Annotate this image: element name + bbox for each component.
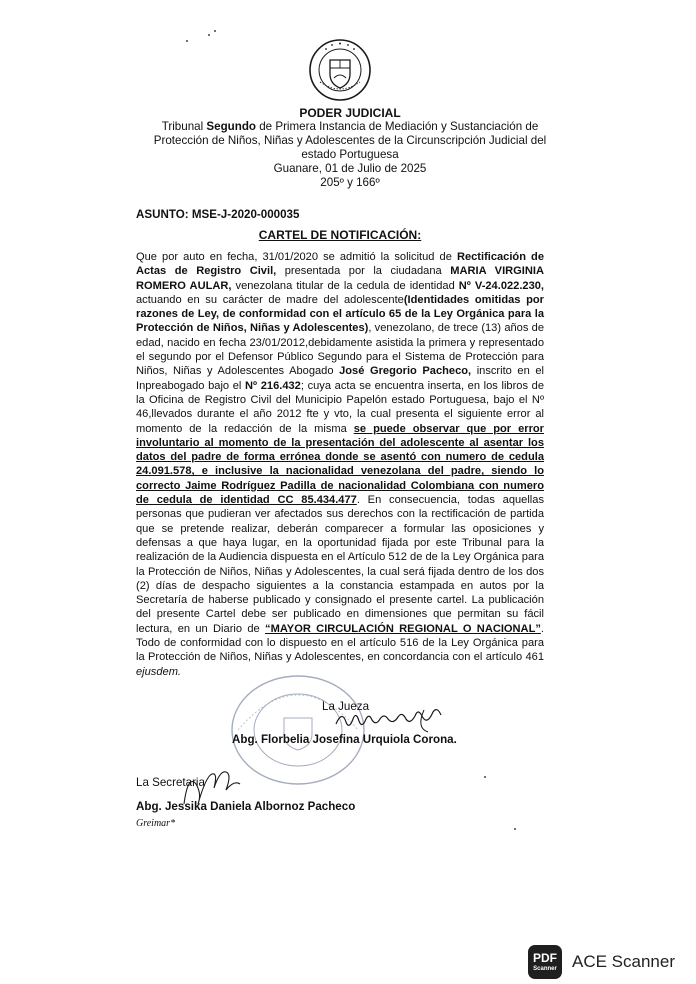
judge-label: La Jueza bbox=[322, 700, 370, 713]
header-court-line1: Tribunal Segundo de Primera Instancia de Mediación y Sustanciación de bbox=[161, 120, 539, 133]
secretary-label: La Secretaria bbox=[136, 776, 205, 789]
scan-speck bbox=[484, 776, 486, 778]
header-title: PODER JUDICIAL bbox=[299, 106, 401, 120]
scanner-watermark bbox=[528, 944, 675, 980]
tribunal-seal-icon bbox=[308, 38, 372, 102]
header-court-line2: Protección de Niños, Niñas y Adolescentes de la Circunscripción Judicial del bbox=[153, 134, 547, 147]
scan-speck bbox=[214, 30, 216, 32]
scanner-brand-name: ACE Scanner bbox=[572, 952, 675, 971]
header-years: 205º y 166º bbox=[320, 176, 380, 189]
scan-speck bbox=[514, 828, 516, 830]
notification-body: Que por auto en fecha, 31/01/2020 se admitió la solicitud de Rectificación de Actas de Registro Civil, presentada por la ciudadana MARIA VIRGINIA ROMERO AULAR, venezolana titular de la cedula de identidad Nº V-24.022.230, actuando en su carácter de madre del adolescente(Identidades omitidas por razones de Ley, de conformidad con el artículo 65 de la Ley Orgánica para la Protección de Niños, Niñas y Adolescentes), venezolano, de trece (13) años de edad, nacido en fecha 23/01/2012,debidamente asistida la primera y representado el segundo por el Defensor Público Segundo para el Sistema de Protección para Niños, Niñas y Adolescentes Abogado José Gregorio Pacheco, inscrito en el Inpreabogado bajo el Nº 216.432; cuya acta se encuentra inserta, en los libros de la Oficina de Registro Civil del Municipio Papelón estado Portuguesa, bajo el Nº 46,llevados durante el año 2012 fte y vto, la cual presenta el siguiente error al momento de la redacción de la misma se puede observar que por error involuntario al momento de la presentación del adolescente al asentar los datos del padre de forma errónea donde se asentó con numero de cedula 24.091.578, e inclusive la nacionalidad venezolana del padre, siendo lo correcto Jaime Rodríguez Padilla de nacionalidad Colombiana con numero de cedula de identidad CC 85.434.477. En consecuencia, todas aquellas personas que pudieran ver afectados sus derechos con la rectificación de partida que se pretende realizar, deberán comparecer a formular las oposiciones y defensas a que haya lugar, en la oportunidad fijada por este Tribunal para la realización de la Audiencia dispuesta en el Artículo 512 de de la Ley Orgánica para la Protección de Niños, Niñas y Adolescentes, la cual será fijada dentro de los dos (2) días de despacho siguientes a la constancia estampada en autos por la Secretaría de haberse publicado y consignado el presente cartel. La publicación del presente Cartel debe ser publicado en dimensiones que permitan su fácil lectura, en un Diario de “MAYOR CIRCULACIÓN REGIONAL O NACIONAL”. Todo de conformidad con lo dispuesto en el artículo 516 de la Ley Orgánica para la Protección de Niños, Niñas y Adolescentes, en concordancia con el artículo 461 ejusdem. bbox=[136, 251, 544, 678]
header-court-line3: estado Portuguesa bbox=[301, 148, 399, 161]
judge-name: Abg. Florbelia Josefina Urquiola Corona. bbox=[232, 733, 457, 746]
document-title: CARTEL DE NOTIFICACIÓN: bbox=[258, 228, 422, 242]
document-header bbox=[120, 106, 580, 190]
secretary-name: Abg. Jessika Daniela Albornoz Pacheco bbox=[136, 800, 356, 813]
case-number: ASUNTO: MSE-J-2020-000035 bbox=[136, 208, 300, 221]
header-place-date: Guanare, 01 de Julio de 2025 bbox=[273, 162, 427, 175]
typist-initials: Greimar* bbox=[136, 818, 176, 829]
scan-speck bbox=[208, 34, 210, 36]
scan-speck bbox=[186, 40, 188, 42]
pdf-scanner-icon: PDF Scanner bbox=[528, 945, 562, 979]
judge-signature-icon bbox=[334, 704, 464, 734]
